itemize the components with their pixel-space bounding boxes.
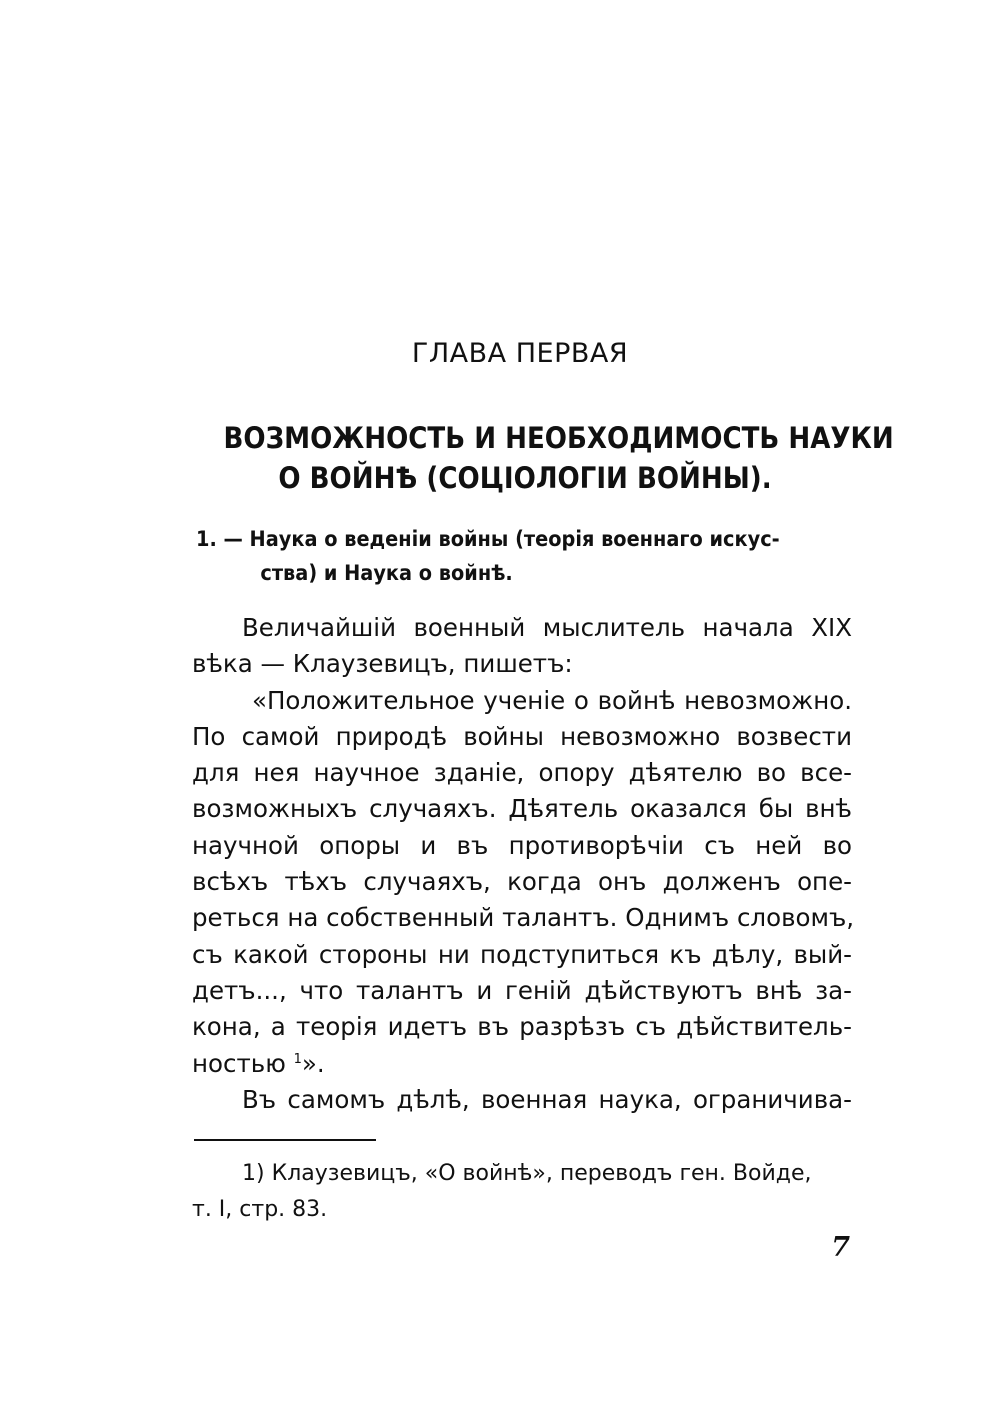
chapter-title-line-1: ВОЗМОЖНОСТЬ И НЕОБХОДИМОСТЬ НАУКИ	[223, 421, 894, 455]
body-line-text: ностью	[192, 1048, 286, 1078]
page-number: 7	[831, 1232, 850, 1263]
body-line: кона, а теорiя идетъ въ разрѣзъ съ дѣйствитель-	[192, 1012, 852, 1042]
body-line: По самой природѣ войны невозможно возвести	[192, 721, 852, 751]
section-heading-line-2: ства) и Наука о войнѣ.	[260, 561, 513, 585]
body-line: детъ..., что талантъ и генiй дѣйствуютъ внѣ за-	[192, 975, 852, 1005]
body-line: съ какой стороны ни подступиться къ дѣлу, вый-	[192, 939, 852, 969]
body-line: реться на собственный талантъ. Однимъ словомъ,	[192, 903, 855, 933]
section-heading-line-1: 1. — Наука о веденiи войны (теорiя военнаго искус-	[196, 527, 780, 551]
body-line: научной опоры и въ противорѣчiи съ ней во	[192, 830, 852, 860]
footnote-line-1: 1) Клаузевицъ, «О войнѣ», переводъ ген. Войде,	[242, 1161, 812, 1186]
body-line: возможныхъ случаяхъ. Дѣятель оказался бы внѣ	[192, 794, 852, 824]
chapter-label: ГЛАВА ПЕРВАЯ	[411, 338, 629, 369]
body-line: вѣка — Клаузевицъ, пишетъ:	[192, 649, 573, 679]
footnote-divider	[194, 1139, 376, 1141]
body-line: Въ самомъ дѣлѣ, военная наука, ограничива-	[242, 1084, 852, 1114]
footnote-reference[interactable]: 1	[293, 1051, 302, 1067]
body-line-quote-end	[192, 1046, 852, 1082]
body-line: для нея научное зданiе, опору дѣятелю во все-	[192, 758, 852, 788]
quote-close: ».	[301, 1048, 325, 1078]
chapter-title-line-2: О ВОЙНѢ (СОЦIОЛОГIИ ВОЙНЫ).	[278, 461, 772, 495]
body-line: всѣхъ тѣхъ случаяхъ, когда онъ долженъ опе-	[192, 867, 852, 897]
chapter-title	[223, 418, 894, 498]
body-line: Величайшiй военный мыслитель начала XIX	[242, 613, 852, 642]
section-heading	[196, 522, 803, 590]
footnote-line-2: т. I, стр. 83.	[192, 1197, 328, 1222]
body-line: «Положительное ученiе о войнѣ невозможно.	[252, 685, 852, 715]
body-text	[192, 610, 855, 1118]
footnote	[192, 1156, 852, 1228]
